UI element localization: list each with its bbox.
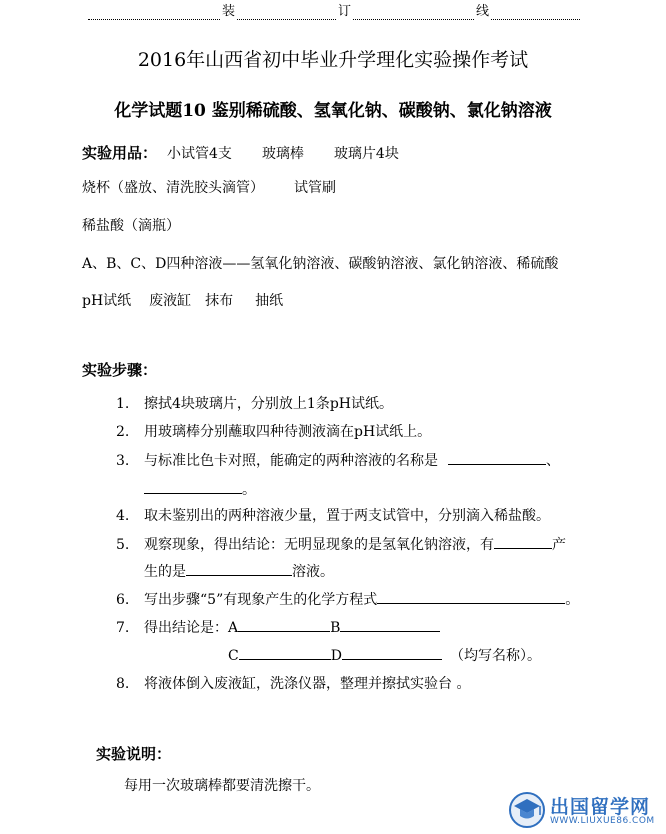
step-7-note: （均写名称）。	[449, 648, 541, 664]
step-2-text: 用玻璃棒分别蘸取四种待测液滴在pH试纸上。	[144, 424, 432, 440]
graduation-cap-icon	[506, 788, 548, 830]
supply-item: 抽纸	[255, 293, 284, 309]
steps-heading: 实验步骤：	[82, 361, 158, 379]
step-number: 8.	[116, 676, 130, 692]
step-3-text: 与标准比色卡对照，能确定的两种溶液的名称是	[144, 453, 438, 469]
binding-char-xian: 线	[476, 4, 490, 19]
page-title: 2016年山西省初中毕业升学理化实验操作考试	[137, 49, 529, 71]
supplies-heading: 实验用品：	[82, 144, 158, 162]
supplies-line-4: A、B、C、D四种溶液——氢氧化钠溶液、碳酸钠溶液、氯化钠溶液、稀硫酸	[82, 256, 559, 272]
answer-blank-b[interactable]	[340, 618, 440, 632]
notes-text: 每用一次玻璃棒都要清洗擦干。	[124, 778, 320, 794]
supply-item: 烧杯（盛放、清洗胶头滴管）	[82, 180, 264, 196]
supplies-line-2	[82, 178, 336, 198]
supply-item: 废液缸	[149, 293, 192, 309]
step-number: 6.	[116, 592, 130, 608]
step-1-text: 擦拭4块玻璃片，分别放上1条pH试纸。	[144, 396, 393, 412]
step-7-line-2	[228, 646, 541, 666]
label-c: C	[228, 648, 239, 664]
watermark-url: WWW.LIUXUE86.COM	[550, 816, 655, 826]
label-a: A	[228, 620, 239, 636]
answer-blank[interactable]	[494, 535, 552, 549]
binding-line	[88, 4, 580, 24]
step-number: 4.	[116, 508, 130, 524]
answer-blank[interactable]	[186, 562, 292, 576]
step-3-line-1	[144, 451, 560, 471]
supply-item: 试管刷	[294, 180, 336, 196]
step-3-end: 。	[242, 482, 256, 498]
step-number: 7.	[116, 620, 130, 636]
answer-blank[interactable]	[377, 590, 565, 604]
label-d: D	[330, 648, 342, 664]
answer-blank[interactable]	[144, 480, 242, 494]
step-5-cont: 生的是	[144, 564, 186, 580]
page-subtitle: 化学试题10 鉴别稀硫酸、氢氧化钠、碳酸钠、氯化钠溶液	[114, 101, 552, 121]
answer-blank[interactable]	[448, 451, 546, 465]
step-5-tail: 产	[552, 537, 566, 553]
supply-item: 抹布	[205, 293, 234, 309]
step-5-text: 观察现象，得出结论：无明显现象的是氢氧化钠溶液，有	[144, 537, 494, 553]
step-3-line-2	[144, 480, 256, 500]
answer-blank-a[interactable]	[238, 618, 330, 632]
supplies-line-1	[82, 143, 399, 164]
step-number: 5.	[116, 537, 130, 553]
answer-blank-c[interactable]	[239, 646, 331, 660]
supply-item: 小试管4支	[167, 146, 232, 162]
step-4-text: 取未鉴别出的两种溶液少量，置于两支试管中，分别滴入稀盐酸。	[144, 508, 550, 524]
label-b: B	[330, 620, 341, 636]
answer-blank-d[interactable]	[342, 646, 442, 660]
supplies-line-3: 稀盐酸（滴瓶）	[82, 218, 180, 234]
site-watermark-logo	[506, 788, 662, 832]
step-7-line-1	[144, 618, 440, 638]
step-5-line-2	[144, 562, 334, 582]
watermark-name: 出国留学网	[550, 796, 651, 818]
step-5-line-1	[144, 535, 566, 555]
binding-char-zhuang: 装	[222, 4, 236, 19]
step-3-separator: 、	[546, 453, 560, 469]
supply-item: pH试纸	[82, 293, 132, 309]
step-number: 1.	[116, 396, 130, 412]
binding-char-ding: 订	[338, 4, 352, 19]
step-8-text: 将液体倒入废液缸，洗涤仪器，整理并擦拭实验台 。	[144, 676, 471, 692]
supply-item: 玻璃棒	[261, 146, 304, 162]
step-6-line	[144, 590, 579, 610]
step-7-text: 得出结论是：	[144, 620, 228, 636]
supplies-line-5	[82, 291, 283, 311]
step-6-end: 。	[565, 592, 580, 608]
supply-item: 玻璃片4块	[333, 146, 399, 162]
step-number: 3.	[116, 453, 130, 469]
step-6-text: 写出步骤“5”有现象产生的化学方程式	[144, 592, 378, 608]
notes-heading: 实验说明：	[96, 745, 172, 763]
step-5-end: 溶液。	[292, 564, 334, 580]
step-number: 2.	[116, 424, 130, 440]
